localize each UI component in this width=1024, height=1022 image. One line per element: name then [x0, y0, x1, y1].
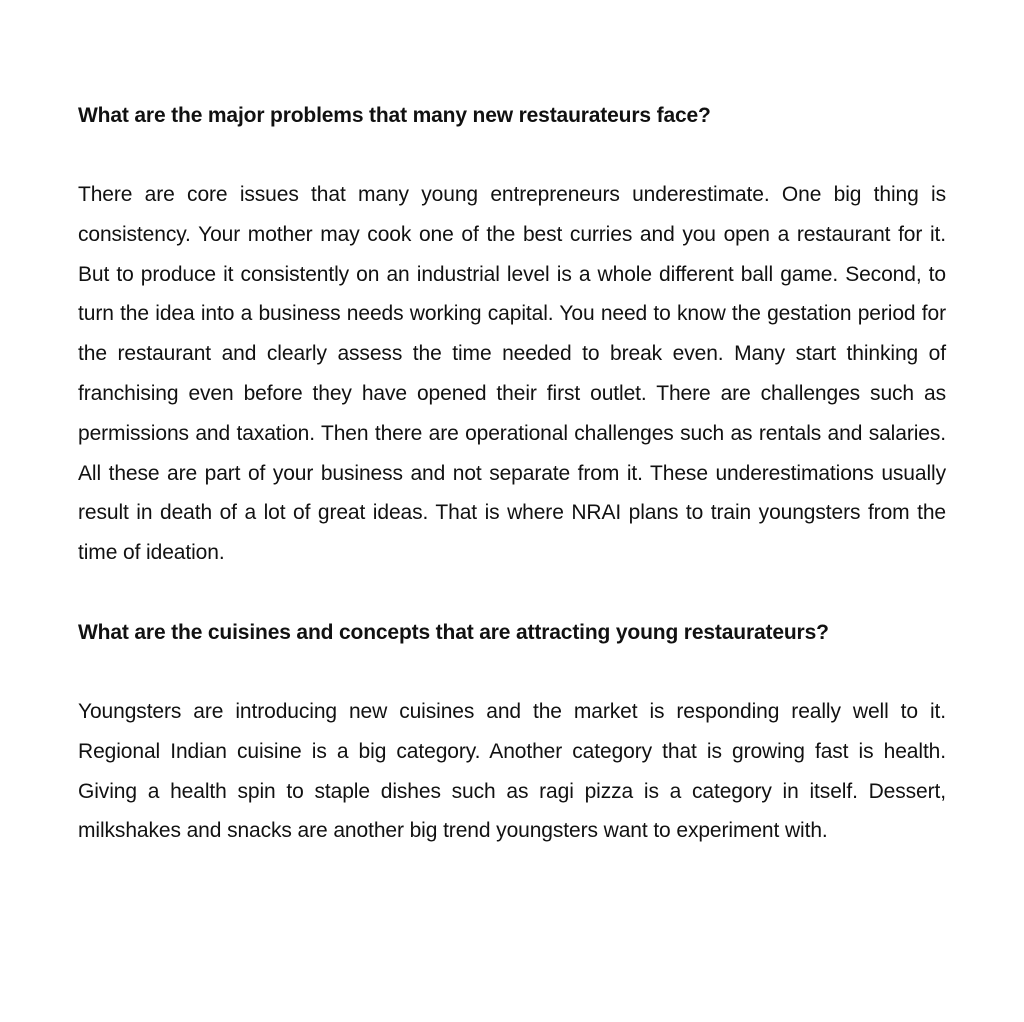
interview-document	[78, 96, 946, 891]
question-heading-2: What are the cuisines and concepts that are attracting young restaurateurs?	[78, 620, 829, 644]
answer-paragraph-2: Youngsters are introducing new cuisines and the market is responding really well to it. Regional Indian cuisine is a big category. Another category that is growing fast is health. Giving a health spin to staple dishes such as ragi pizza is a category in itself. Dessert, milkshakes and snacks are another big trend youngsters want to experiment with.	[78, 699, 946, 843]
answer-paragraph-1: There are core issues that many young entrepreneurs underestimate. One big thing is consistency. Your mother may cook one of the best curries and you open a restaurant for it. But to produce it consistently on an industrial level is a whole different ball game. Second, to turn the idea into a business needs working capital. You need to know the gestation period for the restaurant and clearly assess the time needed to break even. Many start thinking of franchising even before they have opened their first outlet. There are challenges such as permissions and taxation. Then there are operational challenges such as rentals and salaries. All these are part of your business and not separate from it. These underestimations usually result in death of a lot of great ideas. That is where NRAI plans to train youngsters from the time of ideation.	[78, 183, 946, 565]
question-heading-1: What are the major problems that many new restaurateurs face?	[78, 104, 711, 127]
